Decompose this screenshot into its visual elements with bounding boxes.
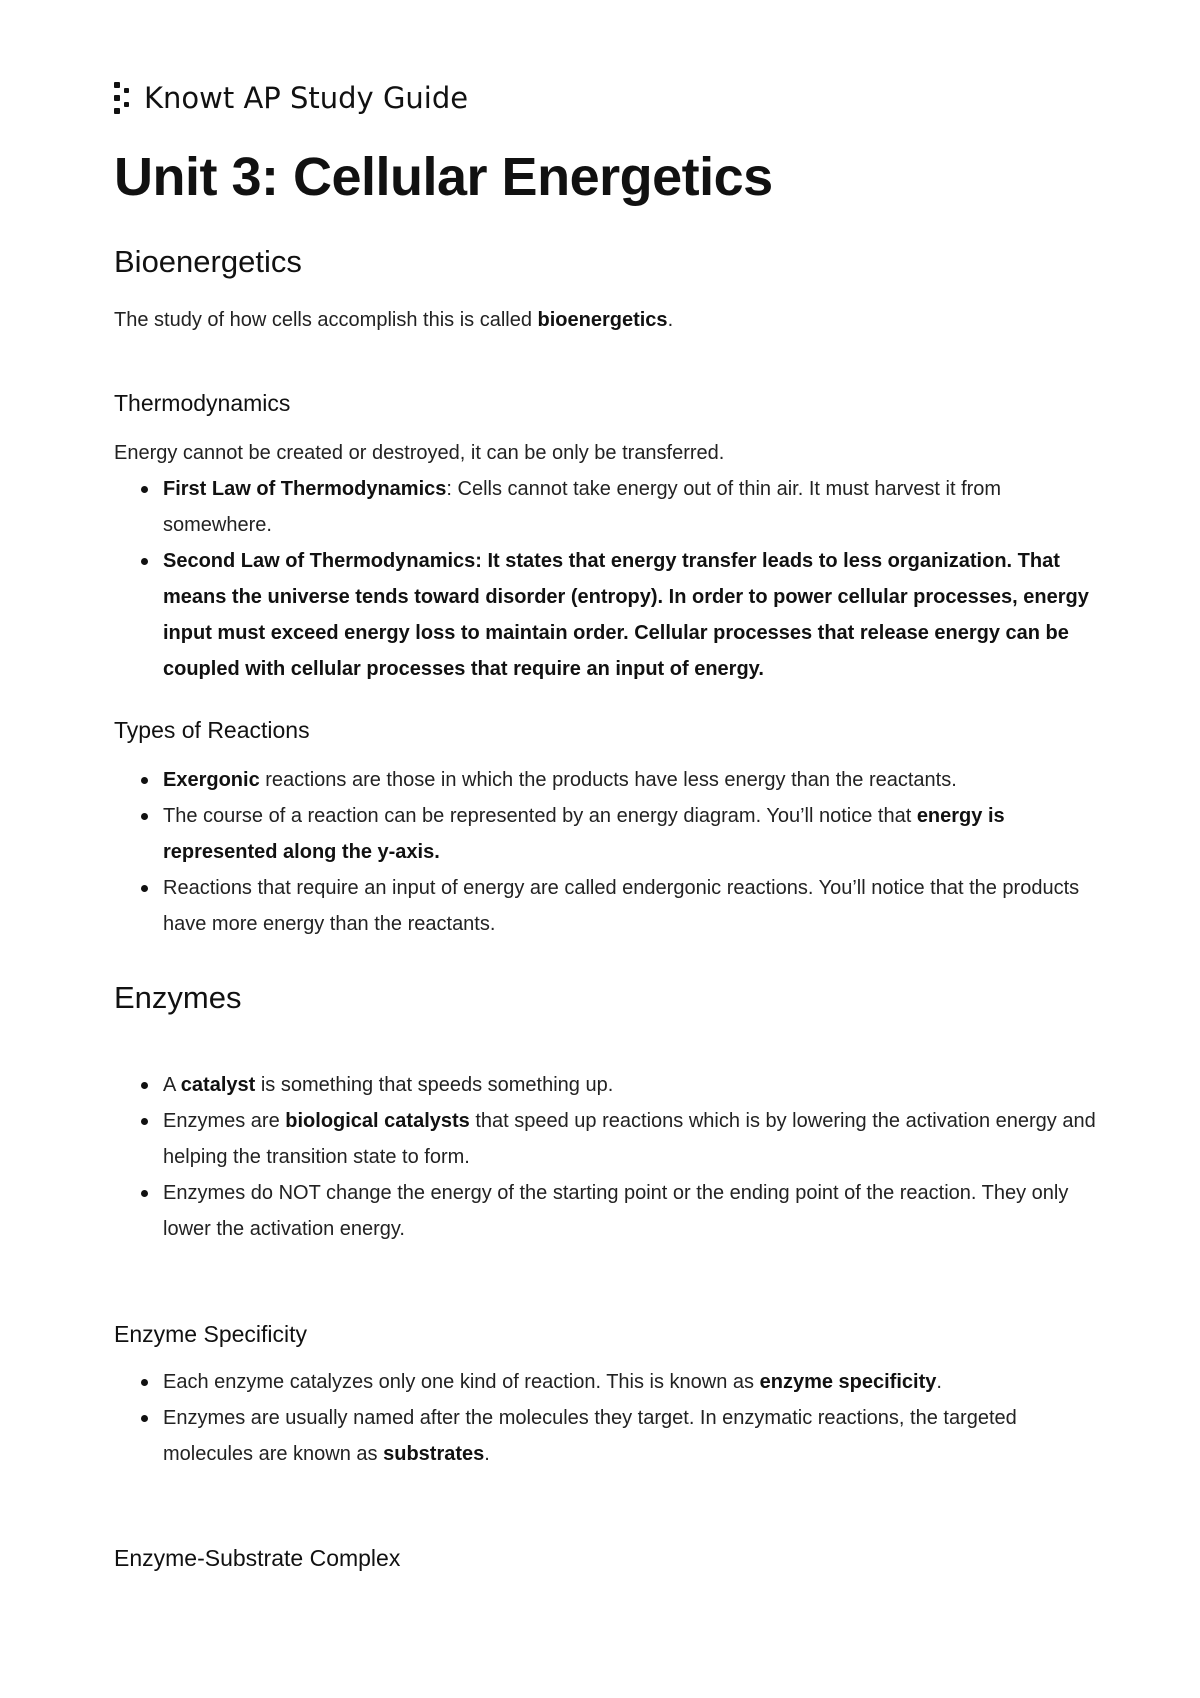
list-item: Each enzyme catalyzes only one kind of reaction. This is known as enzyme specificity. [114, 1364, 1108, 1400]
list-item: Exergonic reactions are those in which the products have less energy than the reactants. [114, 762, 1108, 798]
reactions-list [114, 762, 1108, 942]
page-title: Unit 3: Cellular Energetics [114, 147, 773, 207]
brand-name: Knowt AP Study Guide [144, 81, 469, 115]
subheading-thermodynamics: Thermodynamics [114, 390, 291, 416]
list-item: First Law of Thermodynamics: Cells cannot take energy out of thin air. It must harvest it from somewhere. [114, 471, 1108, 543]
thermodynamics-intro: Energy cannot be created or destroyed, it can be only be transferred. [114, 442, 725, 464]
list-item: Reactions that require an input of energy are called endergonic reactions. You’ll notice that the products have more energy than the reactants. [114, 870, 1108, 942]
list-item: A catalyst is something that speeds something up. [114, 1067, 1108, 1103]
thermodynamics-list [114, 471, 1108, 687]
specificity-list [114, 1364, 1108, 1472]
section-heading-enzymes: Enzymes [114, 980, 242, 1015]
subheading-enzyme-substrate-complex: Enzyme-Substrate Complex [114, 1545, 401, 1571]
document-page [114, 76, 1104, 1571]
list-item: Enzymes are usually named after the molecules they target. In enzymatic reactions, the targeted molecules are known as substrates. [114, 1400, 1108, 1472]
subheading-types-of-reactions: Types of Reactions [114, 717, 310, 743]
bioenergetics-paragraph: The study of how cells accomplish this is called bioenergetics. [114, 309, 674, 331]
list-item: Enzymes do NOT change the energy of the starting point or the ending point of the reaction. They only lower the activation energy. [114, 1175, 1108, 1247]
section-heading-bioenergetics: Bioenergetics [114, 244, 302, 279]
brand-header [114, 76, 1104, 120]
list-item: Enzymes are biological catalysts that speed up reactions which is by lowering the activation energy and helping the transition state to form. [114, 1103, 1108, 1175]
knowt-logo-icon [114, 78, 136, 118]
list-item: The course of a reaction can be represented by an energy diagram. You’ll notice that energy is represented along the y-axis. [114, 798, 1108, 870]
subheading-enzyme-specificity: Enzyme Specificity [114, 1321, 308, 1347]
enzymes-list [114, 1067, 1108, 1247]
list-item: Second Law of Thermodynamics: It states that energy transfer leads to less organization. That means the universe tends toward disorder (entropy). In order to power cellular processes, energy input must exceed energy loss to maintain order. Cellular processes that release energy can be coupled with cellular processes that require an input of energy. [114, 543, 1108, 687]
